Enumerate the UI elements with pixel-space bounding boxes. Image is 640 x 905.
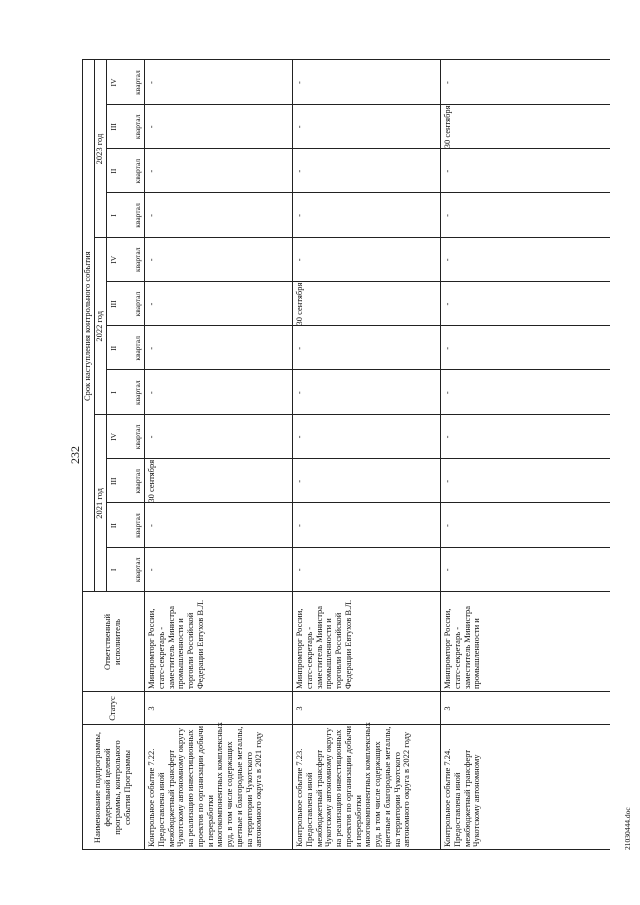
header-quarter-word: квартал — [132, 424, 142, 450]
header-year: 2022 год — [94, 310, 105, 342]
header-quarter-number: II — [108, 168, 118, 174]
row-quarter-value: - — [442, 391, 452, 395]
header-quarter-word: квартал — [132, 380, 142, 405]
header-executor: Ответственный исполнитель — [102, 614, 122, 670]
row-status: 3 — [146, 706, 156, 711]
row-quarter-value: - — [146, 346, 156, 350]
header-year: 2023 год — [94, 133, 105, 165]
page-number: 232 — [68, 446, 82, 464]
row-quarter-value: - — [442, 81, 452, 84]
header-quarter-word: квартал — [132, 336, 142, 361]
table-rule — [106, 60, 107, 592]
header-quarter-word: квартал — [132, 291, 142, 317]
row-quarter-value: - — [146, 391, 156, 395]
row-quarter-value: - — [146, 568, 156, 572]
header-quarter-word: квартал — [132, 513, 142, 538]
header-quarter-number: IV — [108, 255, 118, 264]
header-quarter-word: квартал — [132, 203, 142, 228]
row-quarter-value: - — [294, 435, 304, 439]
header-quarter-number: II — [108, 523, 118, 529]
row-quarter-value: - — [294, 81, 304, 84]
header-quarter-word: квартал — [132, 247, 142, 273]
row-executor: Минпромторг России, статс-секретарь - заместитель Министра промышленности и торговли Российской Федерации Евтухов В.Л. — [146, 599, 205, 689]
row-quarter-value: - — [146, 214, 156, 217]
control-events-table — [82, 60, 610, 850]
row-quarter-value: 30 сентября — [146, 459, 156, 503]
row-quarter-value: - — [146, 524, 156, 527]
row-quarter-value: - — [294, 214, 304, 217]
header-quarter-number: I — [108, 391, 118, 394]
row-quarter-value: - — [442, 524, 452, 527]
row-status: 3 — [442, 706, 452, 711]
header-quarter-number: III — [108, 477, 118, 486]
row-quarter-value: - — [442, 435, 452, 439]
row-quarter-value: - — [146, 258, 156, 262]
row-quarter-value: - — [146, 125, 156, 129]
row-quarter-value: - — [294, 169, 304, 173]
header-quarter-word: квартал — [132, 158, 142, 184]
header-quarter-number: I — [108, 568, 118, 572]
header-quarter-number: II — [108, 345, 118, 351]
row-quarter-value: - — [146, 169, 156, 173]
row-quarter-value: - — [294, 258, 304, 262]
header-quarter-number: IV — [108, 78, 118, 87]
row-quarter-value: - — [294, 568, 304, 572]
row-quarter-value: - — [294, 391, 304, 395]
row-quarter-value: - — [294, 346, 304, 350]
rotated-page-content — [60, 60, 640, 850]
row-quarter-value: - — [294, 524, 304, 527]
header-quarter-word: квартал — [132, 468, 142, 494]
row-event-name: Контрольное событие 7.22. Предоставлена иной межбюджетный трансферт Чукотскому автономному округу на реализацию инвестиционных проектов по организации добычи и переработки многокомпонентных комплексных руд, в том числе содержащих цветные и благородные металлы, на территории Чукотского автономного округа в 2021 году — [146, 722, 264, 847]
header-quarter-number: IV — [108, 433, 118, 441]
row-status: 3 — [294, 706, 304, 711]
header-quarter-number: I — [108, 214, 118, 217]
header-quarter-number: III — [108, 123, 118, 131]
footer-doc-code: 21030444.doc — [623, 807, 632, 850]
row-quarter-value: - — [442, 346, 452, 350]
row-quarter-value: - — [442, 479, 452, 483]
row-quarter-value: 30 сентября — [294, 282, 304, 326]
header-status: Статус — [107, 696, 118, 721]
row-quarter-value: - — [146, 302, 156, 306]
header-quarter-word: квартал — [132, 70, 142, 95]
row-quarter-value: - — [146, 435, 156, 439]
row-executor: Минпромторг России, статс-секретарь - заместитель Министра промышленности и — [442, 605, 482, 689]
row-event-name: Контрольное событие 7.23. Предоставлена иной межбюджетный трансферт Чукотскому автономному округу на реализацию инвестиционных проектов по организации добычи и переработки многокомпонентных комплексных руд, в том числе содержащих цветные и благородные металлы, на территории Чукотского автономного округа в 2022 году — [294, 722, 412, 847]
row-quarter-value: 30 сентября — [442, 105, 452, 149]
header-year: 2021 год — [94, 488, 105, 519]
header-quarter-word: квартал — [132, 557, 142, 583]
row-event-name: Контрольное событие 7.24. Предоставлена иной межбюджетный трансферт Чукотскому автономному — [442, 748, 482, 847]
row-quarter-value: - — [442, 214, 452, 217]
row-quarter-value: - — [442, 568, 452, 572]
row-quarter-value: - — [442, 302, 452, 306]
row-quarter-value: - — [294, 479, 304, 483]
row-quarter-value: - — [442, 258, 452, 262]
header-quarter-word: квартал — [132, 114, 142, 140]
row-executor: Минпромторг России, статс-секретарь - заместитель Министра промышленности и торговли Российской Федерации Евтухов В.Л. — [294, 599, 353, 689]
row-quarter-value: - — [294, 125, 304, 129]
header-quarter-number: III — [108, 300, 118, 308]
row-quarter-value: - — [146, 81, 156, 84]
header-deadline: Срок наступления контрольного события — [82, 251, 93, 401]
header-name: Наименование подпрограммы, федеральной целевой программы, контрольного события Программы — [92, 731, 132, 844]
row-quarter-value: - — [442, 169, 452, 173]
